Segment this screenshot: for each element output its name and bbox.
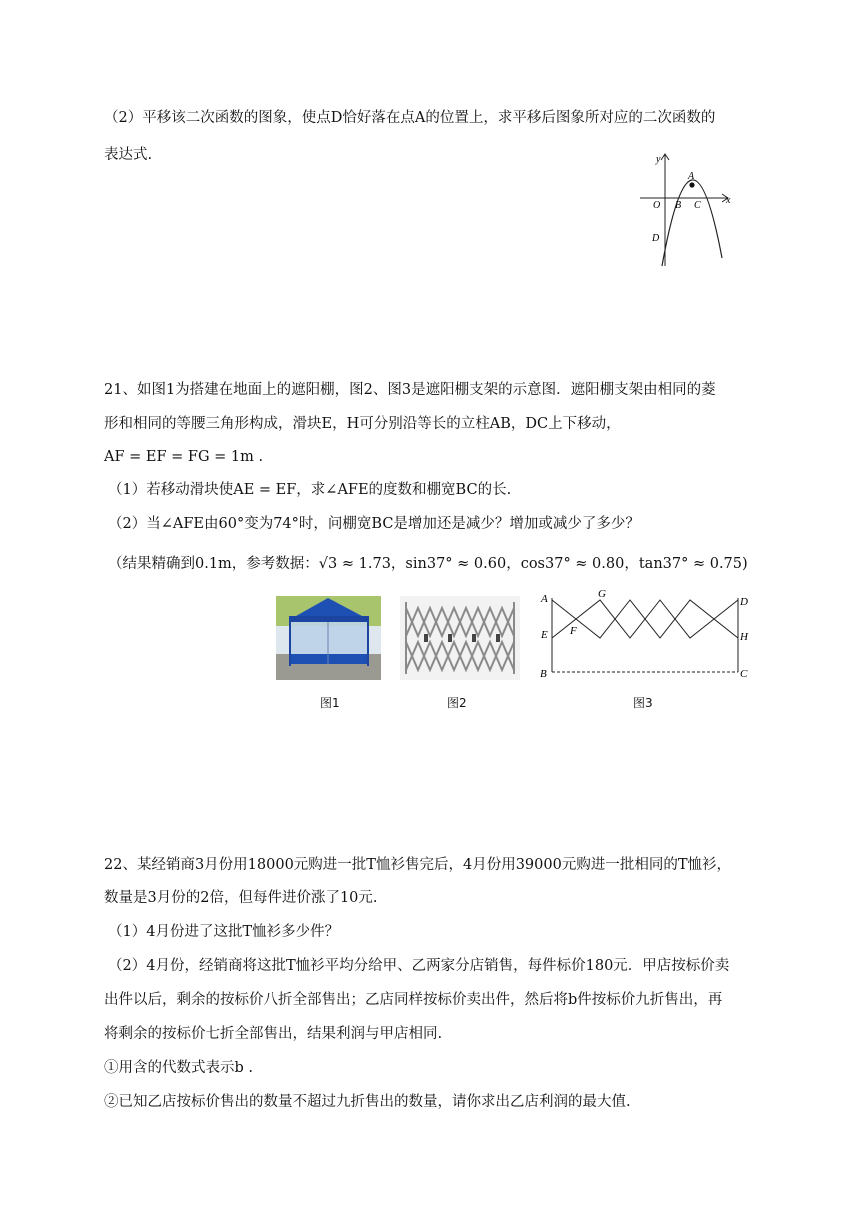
q21-part2: （2）当∠AFE由60°变为74°时，问棚宽BC是增加还是减少？增加或减少了多少？ — [108, 516, 640, 532]
q21-note: （结果精确到0.1m，参考数据：√3 ≈ 1.73，sin37° ≈ 0.60，cos37° ≈ 0.80，tan37° ≈ 0.75) — [108, 556, 748, 572]
q22-sub1: ①用含的代数式表示b . — [104, 1060, 253, 1076]
graph-label-d: D — [652, 233, 660, 244]
frame-photo — [400, 596, 520, 680]
fig3-label-e: E — [541, 629, 548, 641]
q20-part2-line1: （2）平移该二次函数的图象，使点D恰好落在点A的位置上，求平移后图象所对应的二次函数的 — [104, 110, 716, 126]
q22-part1: （1）4月份进了这批T恤衫多少件？ — [108, 924, 340, 940]
q21-part1: （1）若移动滑块使AE = EF，求∠AFE的度数和棚宽BC的长. — [108, 482, 512, 498]
fig3-label-g: G — [598, 588, 606, 600]
graph-label-a: A — [688, 171, 695, 182]
q22-line1: 22、某经销商3月份用18000元购进一批T恤衫售完后，4月份用39000元购进一批相同的T恤衫， — [104, 857, 731, 873]
fig3-label-d: D — [740, 596, 748, 608]
graph-label-o: O — [653, 200, 661, 211]
q21-line2: 形和相同的等腰三角形构成，滑块E，H可分别沿等长的立柱AB，DC上下移动， — [104, 416, 621, 432]
graph-label-y: y — [656, 154, 661, 165]
caption-fig1: 图1 — [320, 696, 340, 710]
fig3-label-f: F — [570, 625, 577, 637]
fig3-label-c: C — [740, 668, 748, 680]
q20-part2-line2: 表达式. — [104, 147, 153, 163]
graph-label-c: C — [694, 200, 701, 211]
fig3-label-b: B — [540, 668, 547, 680]
fig3-label-a: A — [541, 593, 548, 605]
caption-fig3: 图3 — [633, 696, 653, 710]
graph-label-x: x — [726, 195, 731, 206]
q22-part2-line1: （2）4月份，经销商将这批T恤衫平均分给甲、乙两家分店销售，每件标价180元．甲店按标价卖 — [108, 958, 730, 974]
frame-schematic — [536, 588, 754, 684]
q21-line1: 21、如图1为搭建在地面上的遮阳棚，图2、图3是遮阳棚支架的示意图．遮阳棚支架由相同的菱 — [104, 382, 716, 398]
q22-part2-line2: 出件以后，剩余的按标价八折全部售出；乙店同样按标价卖出件，然后将b件按标价九折售出，再 — [104, 992, 723, 1008]
q22-part2-line3: 将剩余的按标价七折全部售出，结果利润与甲店相同. — [104, 1026, 443, 1042]
q22-line2: 数量是3月份的2倍，但每件进价涨了10元. — [104, 890, 378, 906]
q21-line3: AF = EF = FG = 1m . — [104, 449, 264, 465]
q22-sub2: ②已知乙店按标价售出的数量不超过九折售出的数量，请你求出乙店利润的最大值. — [104, 1094, 631, 1110]
parabola-graph — [636, 148, 736, 270]
caption-fig2: 图2 — [447, 696, 467, 710]
graph-label-b: B — [675, 200, 682, 211]
fig3-label-h: H — [740, 631, 748, 643]
tent-photo — [276, 596, 381, 680]
